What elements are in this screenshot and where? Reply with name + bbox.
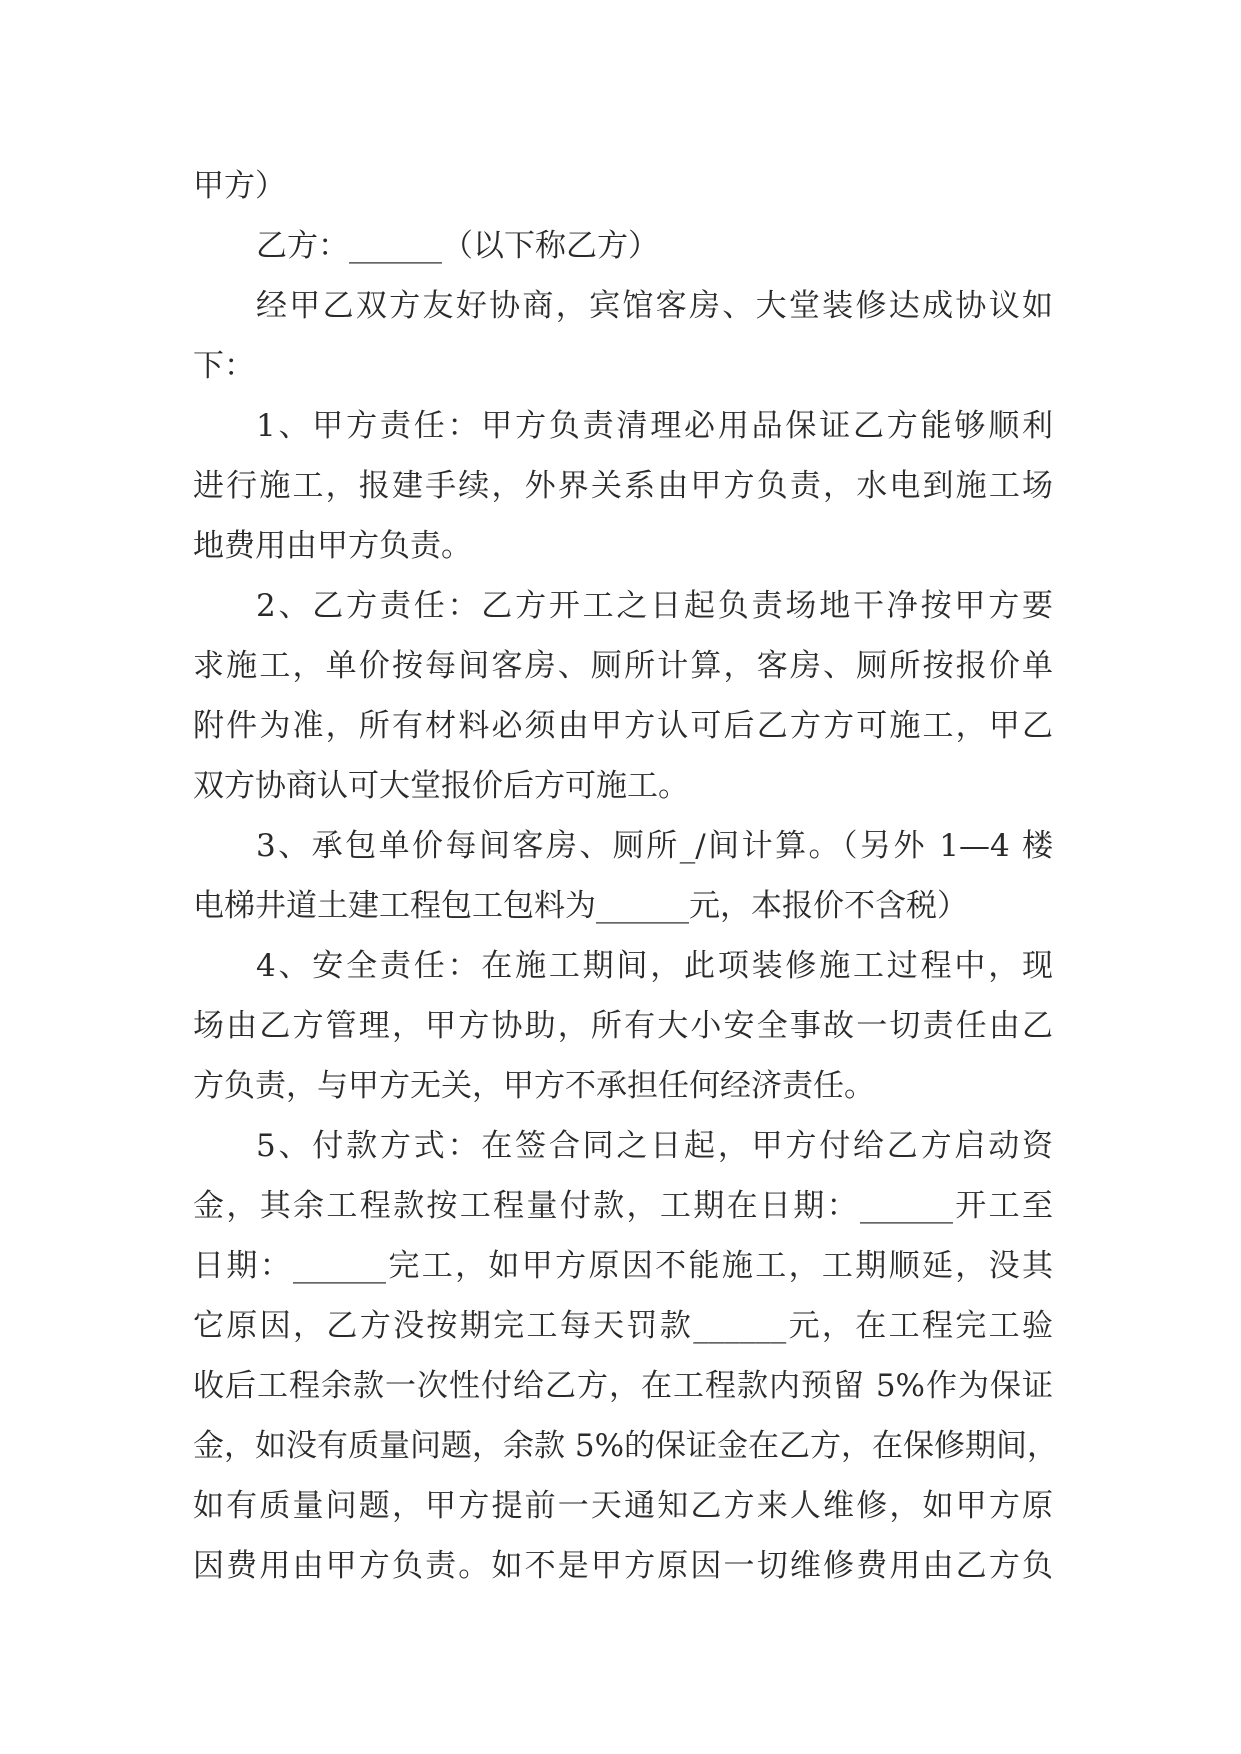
text-line-12: 3、承包单价每间客房、厕所_/间计算。（另外 1—4 楼	[256, 828, 1053, 864]
text-line-10: 附件为准，所有材料必须由甲方认可后乙方方可施工，甲乙	[193, 708, 1053, 744]
text-line-4: 下：	[193, 348, 255, 384]
text-line-15: 场由乙方管理，甲方协助，所有大小安全事故一切责任由乙	[193, 1008, 1053, 1044]
text-line-23: 如有质量问题，甲方提前一天通知乙方来人维修，如甲方原	[193, 1488, 1053, 1524]
text-line-20: 它原因，乙方没按期完工每天罚款______元，在工程完工验	[193, 1308, 1053, 1344]
text-line-9: 求施工，单价按每间客房、厕所计算，客房、厕所按报价单	[193, 648, 1053, 684]
text-line-13: 电梯井道土建工程包工包料为______元，本报价不含税）	[193, 888, 968, 924]
text-line-16: 方负责，与甲方无关，甲方不承担任何经济责任。	[193, 1068, 875, 1104]
text-line-7: 地费用由甲方负责。	[193, 528, 472, 564]
text-line-1: 甲方）	[193, 168, 286, 204]
text-line-11: 双方协商认可大堂报价后方可施工。	[193, 768, 689, 804]
text-line-14: 4、安全责任：在施工期间，此项装修施工过程中，现	[256, 948, 1053, 984]
text-line-18: 金，其余工程款按工程量付款，工期在日期：______开工至	[193, 1188, 1053, 1224]
text-line-24: 因费用由甲方负责。如不是甲方原因一切维修费用由乙方负	[193, 1548, 1053, 1584]
text-line-6: 进行施工，报建手续，外界关系由甲方负责，水电到施工场	[193, 468, 1053, 504]
text-line-5: 1、甲方责任：甲方负责清理必用品保证乙方能够顺利	[256, 408, 1053, 444]
text-line-2: 乙方：______（以下称乙方）	[256, 228, 659, 264]
text-line-17: 5、付款方式：在签合同之日起，甲方付给乙方启动资	[256, 1128, 1053, 1164]
text-line-22: 金，如没有质量问题，余款 5%的保证金在乙方，在保修期间，	[193, 1428, 1059, 1464]
text-line-21: 收后工程余款一次性付给乙方，在工程款内预留 5%作为保证	[193, 1368, 1053, 1404]
text-line-8: 2、乙方责任：乙方开工之日起负责场地干净按甲方要	[256, 588, 1053, 624]
text-line-19: 日期：______完工，如甲方原因不能施工，工期顺延，没其	[193, 1248, 1053, 1284]
text-line-3: 经甲乙双方友好协商，宾馆客房、大堂装修达成协议如	[256, 288, 1053, 324]
